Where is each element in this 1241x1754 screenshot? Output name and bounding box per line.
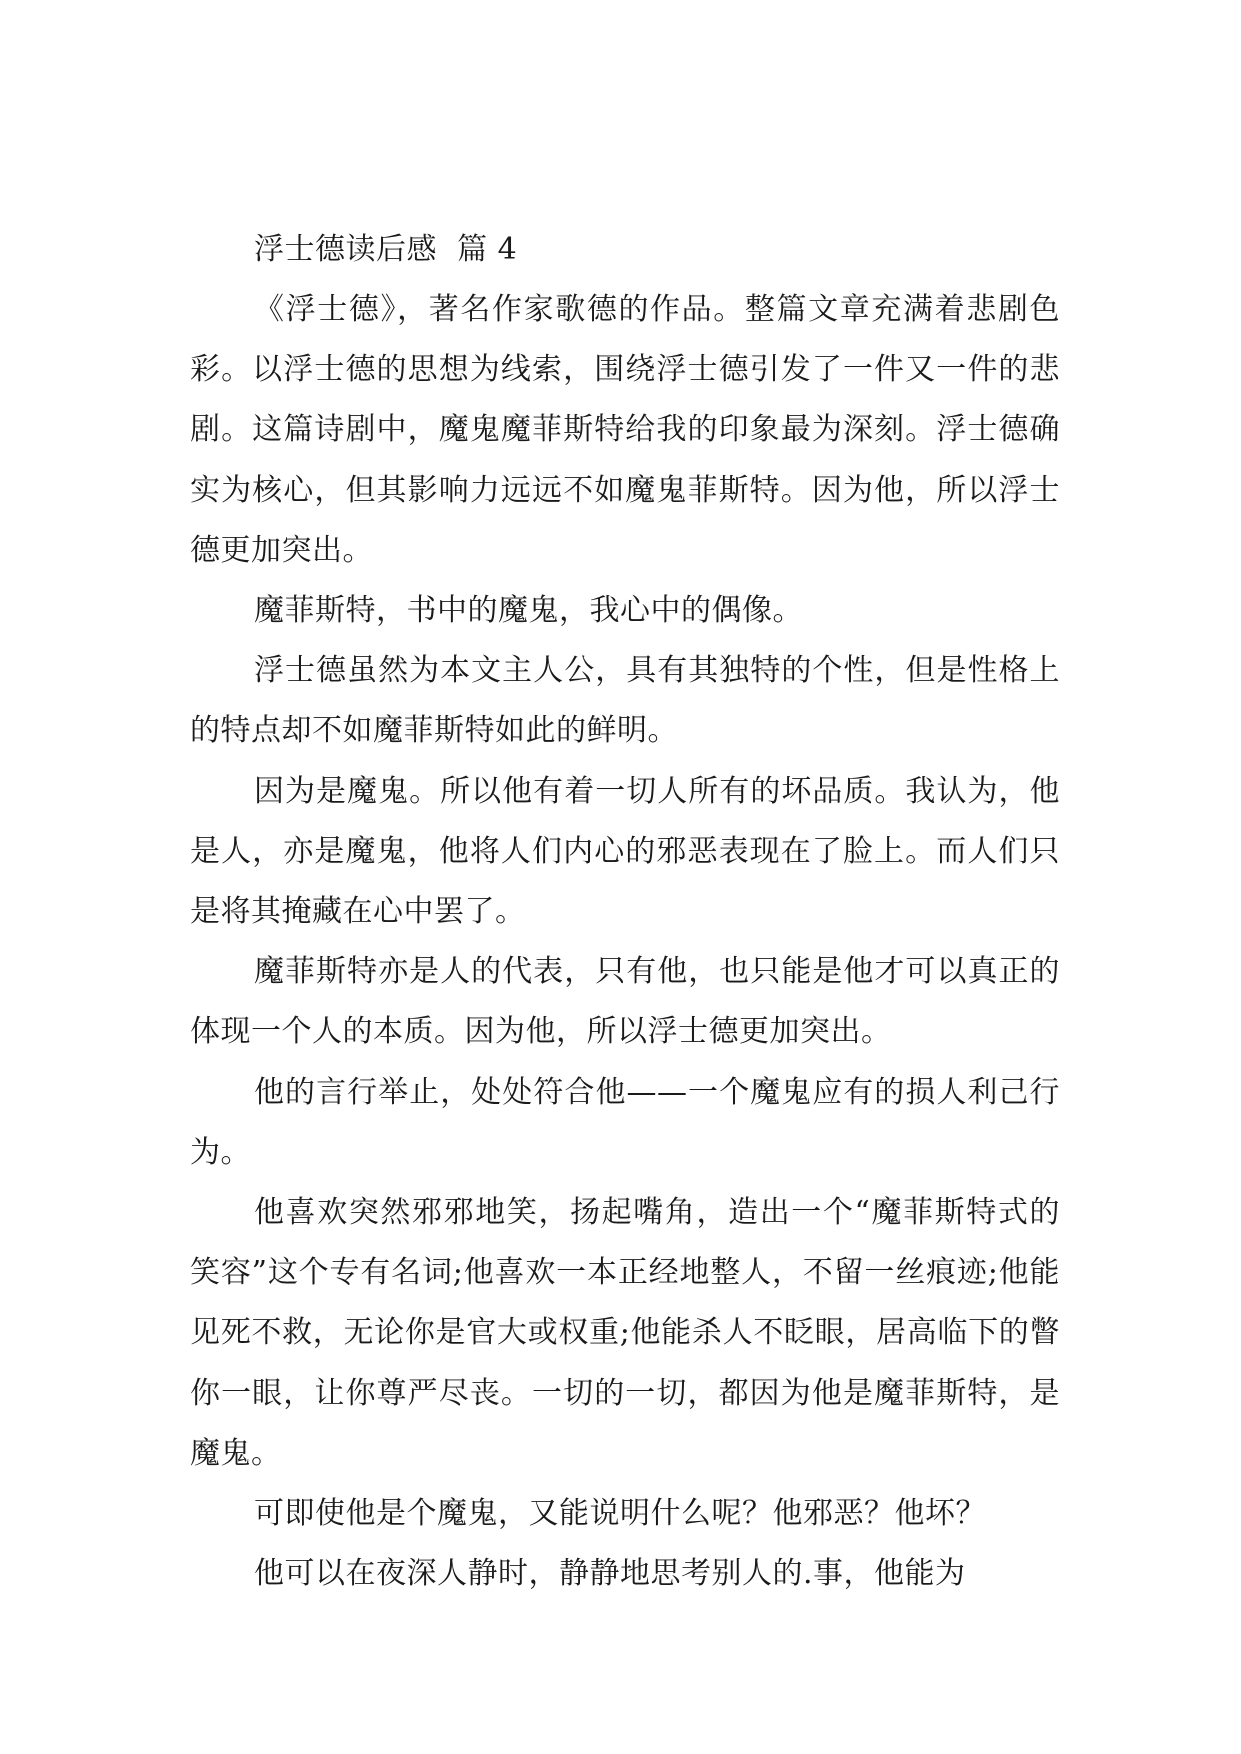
paragraph: 魔菲斯特亦是人的代表，只有他，也只能是他才可以真正的体现一个人的本质。因为他，所以浮士德更加突出。 [190, 954, 1060, 1050]
document-body [190, 220, 1060, 1604]
paragraph: 《浮士德》，著名作家歌德的作品。整篇文章充满着悲剧色彩。以浮士德的思想为线索，围绕浮士德引发了一件又一件的悲剧。这篇诗剧中，魔鬼魔菲斯特给我的印象最为深刻。浮士德确实为核心，但其影响力远远不如魔鬼菲斯特。因为他，所以浮士德更加突出。 [190, 292, 1060, 568]
paragraph: 浮士德虽然为本文主人公，具有其独特的个性，但是性格上的特点却不如魔菲斯特如此的鲜明。 [190, 653, 1060, 749]
document-title: 浮士德读后感 篇 4 [254, 232, 518, 267]
paragraph: 魔菲斯特，书中的魔鬼，我心中的偶像。 [254, 593, 803, 629]
paragraph: 他的言行举止，处处符合他——一个魔鬼应有的损人利己行为。 [190, 1074, 1060, 1170]
paragraph: 因为是魔鬼。所以他有着一切人所有的坏品质。我认为，他是人，亦是魔鬼，他将人们内心的邪恶表现在了脸上。而人们只是将其掩藏在心中罢了。 [190, 773, 1060, 930]
paragraph: 他可以在夜深人静时，静静地思考别人的.事，他能为 [254, 1556, 966, 1592]
paragraph: 可即使他是个魔鬼，又能说明什么呢？他邪恶？他坏？ [254, 1496, 986, 1532]
paragraph: 他喜欢突然邪邪地笑，扬起嘴角，造出一个“魔菲斯特式的笑容”这个专有名词;他喜欢一本正经地整人，不留一丝痕迹;他能见死不救，无论你是官大或权重;他能杀人不眨眼，居高临下的瞥你一眼，让你尊严尽丧。一切的一切，都因为他是魔菲斯特，是魔鬼。 [190, 1195, 1060, 1471]
